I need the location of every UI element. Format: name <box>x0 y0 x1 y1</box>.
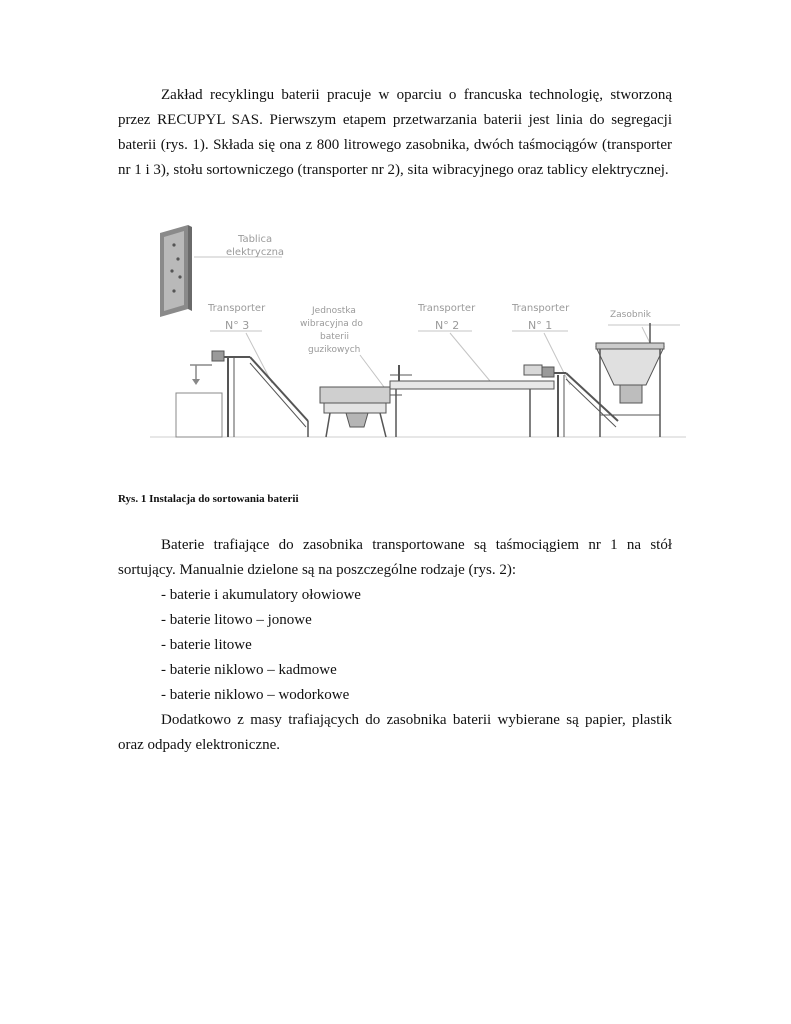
label-transporter3-line1: Transporter <box>208 303 266 314</box>
paragraph-sorting: Baterie trafiające do zasobnika transportowane są taśmociągiem nr 1 na stół sortujący. Manualnie dzielone są na poszczególne rodzaje (rys. 2): <box>118 537 672 578</box>
paragraph-intro: Zakład recyklingu baterii pracuje w oparciu o francuska technologię, stworzoną przez RECUPYL SAS. Pierwszym etapem przetwarzania baterii jest linia do segregacji baterii (rys. 1). Składa się ona z 800 litrowego zasobnika, dwóch taśmociągów (transporter nr 1 i 3), stołu sortowniczego (transporter nr 2), sita wibracyjnego oraz tablicy elektrycznej. <box>118 87 672 178</box>
label-jednostka-line3: baterii <box>320 332 349 342</box>
figure-battery-sorting-line <box>150 215 690 450</box>
label-transporter3-line2: N° 3 <box>225 319 250 332</box>
label-transporter2-line2: N° 2 <box>435 319 460 332</box>
paragraph-additional: Dodatkowo z masy trafiających do zasobnika baterii wybierane są papier, plastik oraz odpady elektroniczne. <box>118 712 672 753</box>
label-transporter2-line1: Transporter <box>418 303 476 314</box>
list-item: - baterie litowo – jonowe <box>161 612 312 628</box>
figure-caption: Rys. 1 Instalacja do sortowania baterii <box>118 493 299 505</box>
transporter-3 <box>212 351 308 437</box>
label-zasobnik: Zasobnik <box>610 310 652 320</box>
label-transporter1-line1: Transporter <box>512 303 570 314</box>
receiving-box <box>176 365 222 437</box>
hopper <box>596 323 664 437</box>
label-tablica-line1: Tablica <box>238 234 273 245</box>
label-tablica-line2: elektryczna <box>226 247 285 258</box>
list-item: - baterie litowe <box>161 637 252 653</box>
label-jednostka-line4: guzikowych <box>308 345 361 355</box>
transporter-1 <box>542 367 618 437</box>
vibration-unit <box>320 387 402 437</box>
figure-diagram <box>150 215 690 450</box>
label-jednostka-line2: wibracyjna do <box>300 319 363 329</box>
list-item: - baterie niklowo – wodorkowe <box>161 687 350 703</box>
list-item: - baterie i akumulatory ołowiowe <box>161 587 361 603</box>
label-transporter1-line2: N° 1 <box>528 319 553 332</box>
list-item: - baterie niklowo – kadmowe <box>161 662 337 678</box>
label-jednostka-line1: Jednostka <box>312 306 356 316</box>
transporter-2 <box>390 365 554 437</box>
battery-types-list <box>161 583 361 708</box>
